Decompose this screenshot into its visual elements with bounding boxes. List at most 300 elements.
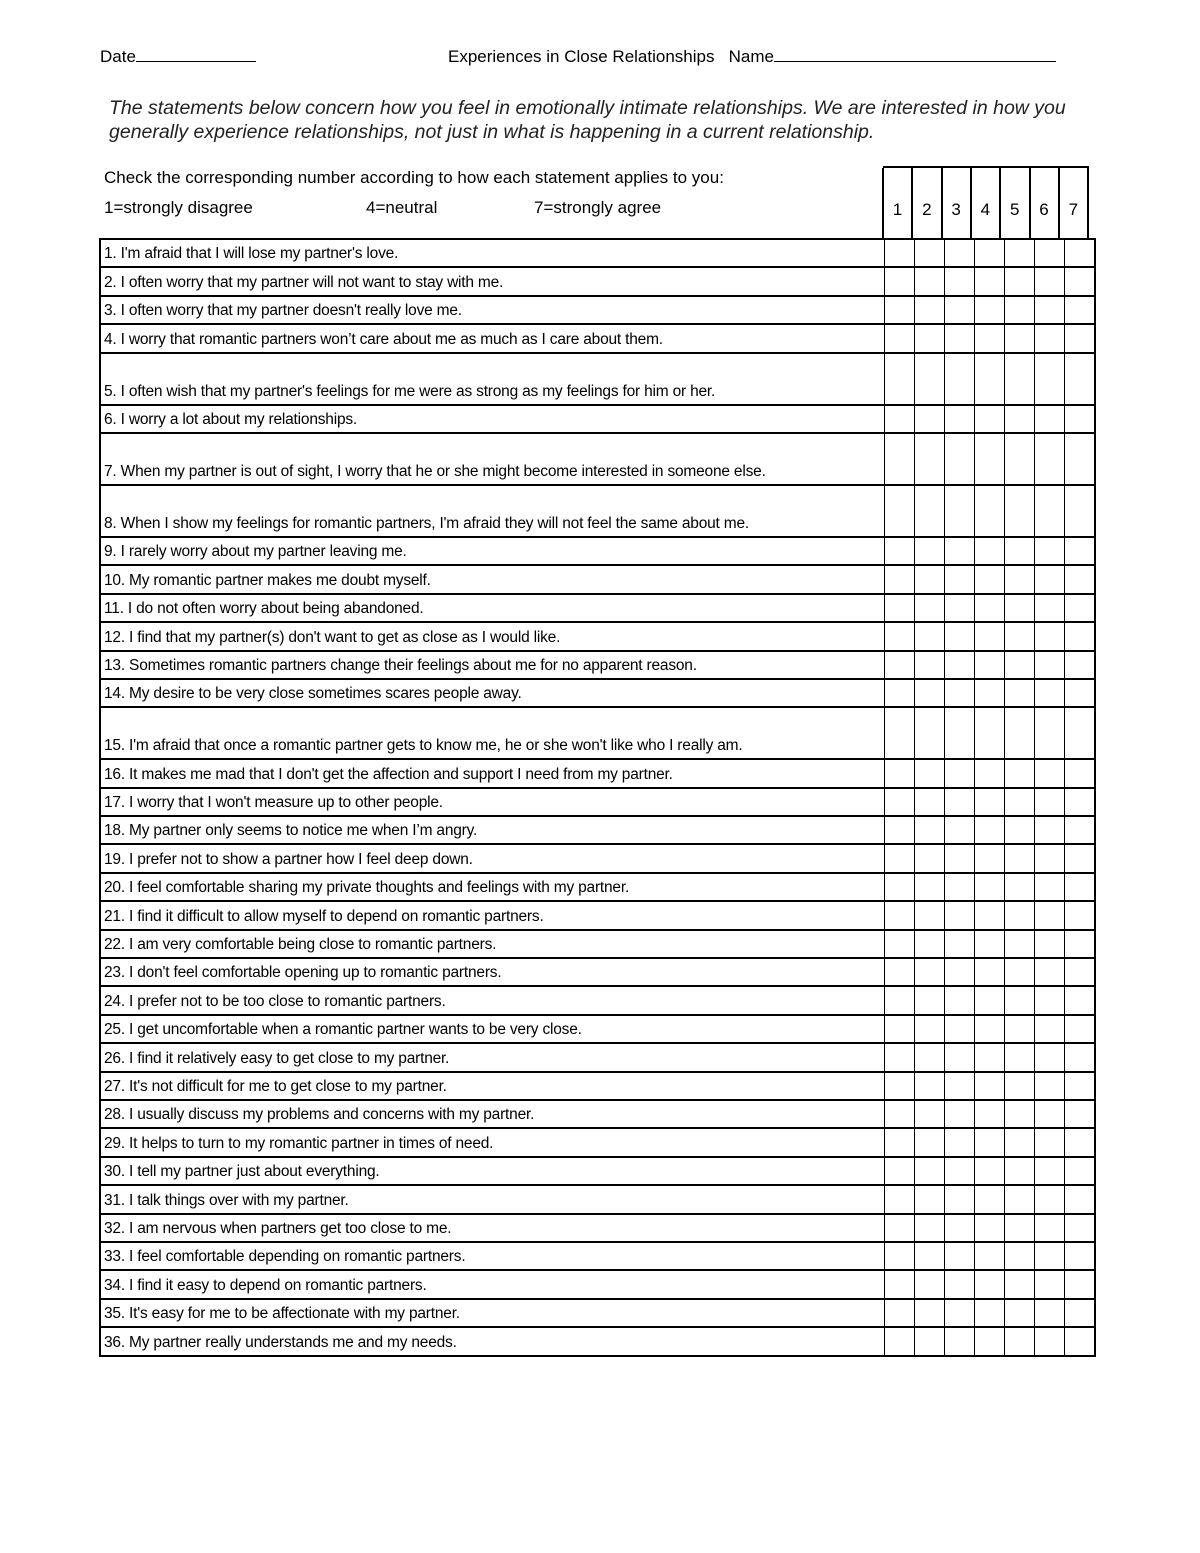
rating-box-6[interactable] <box>1034 788 1064 816</box>
rating-box-1[interactable] <box>884 1128 914 1156</box>
rating-box-6[interactable] <box>1034 1299 1064 1327</box>
rating-box-3[interactable] <box>944 651 974 679</box>
rating-box-7[interactable] <box>1064 1015 1095 1043</box>
rating-box-1[interactable] <box>884 1015 914 1043</box>
table-row <box>100 816 1095 844</box>
rating-box-2[interactable] <box>914 324 944 352</box>
rating-box-4[interactable] <box>974 267 1004 295</box>
table-row <box>100 1015 1095 1043</box>
rating-box-7[interactable] <box>1064 844 1095 872</box>
rating-box-7[interactable] <box>1064 930 1095 958</box>
rating-box-5[interactable] <box>1004 1185 1034 1213</box>
rating-box-5[interactable] <box>1004 1100 1034 1128</box>
rating-box-3[interactable] <box>944 816 974 844</box>
rating-box-2[interactable] <box>914 239 944 267</box>
rating-box-2[interactable] <box>914 986 944 1014</box>
rating-box-2[interactable] <box>914 1100 944 1128</box>
rating-box-2[interactable] <box>914 707 944 759</box>
rating-box-4[interactable] <box>974 930 1004 958</box>
rating-box-5[interactable] <box>1004 1214 1034 1242</box>
rating-box-4[interactable] <box>974 1100 1004 1128</box>
rating-box-4[interactable] <box>974 1157 1004 1185</box>
rating-box-3[interactable] <box>944 433 974 485</box>
table-row <box>100 930 1095 958</box>
table-row <box>100 594 1095 622</box>
rating-box-2[interactable] <box>914 1015 944 1043</box>
rating-box-1[interactable] <box>884 296 914 324</box>
rating-box-7[interactable] <box>1064 1242 1095 1270</box>
rating-box-2[interactable] <box>914 651 944 679</box>
rating-box-1[interactable] <box>884 324 914 352</box>
table-row <box>100 296 1095 324</box>
rating-box-5[interactable] <box>1004 901 1034 929</box>
rating-box-5[interactable] <box>1004 1043 1034 1071</box>
rating-box-2[interactable] <box>914 296 944 324</box>
rating-box-7[interactable] <box>1064 679 1095 707</box>
rating-box-1[interactable] <box>884 679 914 707</box>
rating-box-2[interactable] <box>914 873 944 901</box>
rating-box-4[interactable] <box>974 873 1004 901</box>
rating-box-7[interactable] <box>1064 1157 1095 1185</box>
rating-box-5[interactable] <box>1004 986 1034 1014</box>
rating-box-7[interactable] <box>1064 1128 1095 1156</box>
rating-box-4[interactable] <box>974 759 1004 787</box>
rating-box-7[interactable] <box>1064 565 1095 593</box>
rating-box-2[interactable] <box>914 1072 944 1100</box>
rating-box-7[interactable] <box>1064 707 1095 759</box>
rating-box-2[interactable] <box>914 565 944 593</box>
rating-box-7[interactable] <box>1064 537 1095 565</box>
rating-box-7[interactable] <box>1064 1185 1095 1213</box>
table-row <box>100 1299 1095 1327</box>
rating-box-3[interactable] <box>944 353 974 405</box>
rating-box-1[interactable] <box>884 901 914 929</box>
rating-box-1[interactable] <box>884 1242 914 1270</box>
rating-box-2[interactable] <box>914 1128 944 1156</box>
item-statement: 26. I find it relatively easy to get close to my partner. <box>100 1043 884 1071</box>
table-row <box>100 679 1095 707</box>
rating-box-6[interactable] <box>1034 1015 1064 1043</box>
rating-box-2[interactable] <box>914 759 944 787</box>
table-row <box>100 844 1095 872</box>
rating-box-2[interactable] <box>914 844 944 872</box>
item-statement: 12. I find that my partner(s) don't want to get as close as I would like. <box>100 622 884 650</box>
rating-box-5[interactable] <box>1004 788 1034 816</box>
table-row <box>100 485 1095 537</box>
item-statement: 3. I often worry that my partner doesn't really love me. <box>100 296 884 324</box>
rating-box-1[interactable] <box>884 1100 914 1128</box>
rating-box-1[interactable] <box>884 1299 914 1327</box>
rating-box-6[interactable] <box>1034 1128 1064 1156</box>
rating-box-4[interactable] <box>974 353 1004 405</box>
rating-box-7[interactable] <box>1064 1043 1095 1071</box>
rating-box-7[interactable] <box>1064 1327 1095 1355</box>
rating-box-5[interactable] <box>1004 1242 1034 1270</box>
rating-box-2[interactable] <box>914 901 944 929</box>
rating-box-2[interactable] <box>914 353 944 405</box>
rating-box-3[interactable] <box>944 930 974 958</box>
rating-box-3[interactable] <box>944 844 974 872</box>
rating-box-7[interactable] <box>1064 788 1095 816</box>
rating-box-5[interactable] <box>1004 296 1034 324</box>
rating-box-6[interactable] <box>1034 930 1064 958</box>
rating-box-3[interactable] <box>944 1214 974 1242</box>
rating-box-5[interactable] <box>1004 707 1034 759</box>
rating-box-7[interactable] <box>1064 239 1095 267</box>
table-row <box>100 1043 1095 1071</box>
rating-box-3[interactable] <box>944 1015 974 1043</box>
table-row <box>100 537 1095 565</box>
rating-box-5[interactable] <box>1004 594 1034 622</box>
rating-box-3[interactable] <box>944 958 974 986</box>
rating-box-2[interactable] <box>914 679 944 707</box>
rating-box-1[interactable] <box>884 958 914 986</box>
rating-box-4[interactable] <box>974 679 1004 707</box>
rating-box-4[interactable] <box>974 816 1004 844</box>
rating-box-1[interactable] <box>884 1043 914 1071</box>
rating-box-4[interactable] <box>974 622 1004 650</box>
table-row <box>100 1270 1095 1298</box>
rating-box-6[interactable] <box>1034 267 1064 295</box>
rating-box-3[interactable] <box>944 1128 974 1156</box>
rating-box-2[interactable] <box>914 1214 944 1242</box>
rating-box-2[interactable] <box>914 1327 944 1355</box>
rating-box-1[interactable] <box>884 565 914 593</box>
rating-box-6[interactable] <box>1034 537 1064 565</box>
rating-box-1[interactable] <box>884 353 914 405</box>
rating-box-1[interactable] <box>884 759 914 787</box>
rating-box-4[interactable] <box>974 1043 1004 1071</box>
rating-box-2[interactable] <box>914 405 944 433</box>
rating-box-7[interactable] <box>1064 1214 1095 1242</box>
rating-box-4[interactable] <box>974 1214 1004 1242</box>
rating-box-3[interactable] <box>944 788 974 816</box>
item-statement: 31. I talk things over with my partner. <box>100 1185 884 1213</box>
rating-box-2[interactable] <box>914 594 944 622</box>
table-row <box>100 1157 1095 1185</box>
item-statement: 22. I am very comfortable being close to romantic partners. <box>100 930 884 958</box>
rating-box-6[interactable] <box>1034 1100 1064 1128</box>
rating-box-3[interactable] <box>944 594 974 622</box>
rating-box-5[interactable] <box>1004 353 1034 405</box>
rating-box-6[interactable] <box>1034 759 1064 787</box>
rating-box-6[interactable] <box>1034 622 1064 650</box>
rating-box-6[interactable] <box>1034 844 1064 872</box>
rating-box-1[interactable] <box>884 485 914 537</box>
rating-box-4[interactable] <box>974 594 1004 622</box>
rating-box-6[interactable] <box>1034 901 1064 929</box>
rating-box-5[interactable] <box>1004 1157 1034 1185</box>
rating-box-7[interactable] <box>1064 267 1095 295</box>
rating-box-7[interactable] <box>1064 485 1095 537</box>
rating-box-7[interactable] <box>1064 1100 1095 1128</box>
rating-box-1[interactable] <box>884 816 914 844</box>
rating-box-7[interactable] <box>1064 816 1095 844</box>
rating-box-5[interactable] <box>1004 873 1034 901</box>
table-row <box>100 1185 1095 1213</box>
rating-box-2[interactable] <box>914 958 944 986</box>
item-statement: 28. I usually discuss my problems and concerns with my partner. <box>100 1100 884 1128</box>
table-row <box>100 433 1095 485</box>
rating-box-4[interactable] <box>974 324 1004 352</box>
item-statement: 30. I tell my partner just about everything. <box>100 1157 884 1185</box>
rating-box-5[interactable] <box>1004 651 1034 679</box>
rating-box-2[interactable] <box>914 537 944 565</box>
rating-box-1[interactable] <box>884 433 914 485</box>
date-label: Date <box>100 47 136 66</box>
rating-box-1[interactable] <box>884 1185 914 1213</box>
rating-box-5[interactable] <box>1004 239 1034 267</box>
rating-box-7[interactable] <box>1064 1072 1095 1100</box>
rating-box-5[interactable] <box>1004 1270 1034 1298</box>
rating-box-3[interactable] <box>944 1270 974 1298</box>
column-number-6: 6 <box>1039 200 1049 219</box>
rating-box-6[interactable] <box>1034 1270 1064 1298</box>
rating-box-6[interactable] <box>1034 296 1064 324</box>
rating-box-3[interactable] <box>944 1100 974 1128</box>
name-label: Name <box>728 47 775 66</box>
rating-box-1[interactable] <box>884 651 914 679</box>
rating-box-1[interactable] <box>884 1214 914 1242</box>
rating-box-1[interactable] <box>884 986 914 1014</box>
rating-box-3[interactable] <box>944 537 974 565</box>
rating-box-7[interactable] <box>1064 901 1095 929</box>
rating-box-3[interactable] <box>944 405 974 433</box>
rating-box-7[interactable] <box>1064 1270 1095 1298</box>
rating-box-7[interactable] <box>1064 759 1095 787</box>
rating-box-3[interactable] <box>944 239 974 267</box>
rating-box-3[interactable] <box>944 1242 974 1270</box>
rating-box-4[interactable] <box>974 1128 1004 1156</box>
rating-box-5[interactable] <box>1004 1072 1034 1100</box>
rating-box-3[interactable] <box>944 679 974 707</box>
rating-box-4[interactable] <box>974 901 1004 929</box>
rating-box-2[interactable] <box>914 622 944 650</box>
rating-box-7[interactable] <box>1064 594 1095 622</box>
rating-box-7[interactable] <box>1064 958 1095 986</box>
rating-box-1[interactable] <box>884 788 914 816</box>
rating-box-7[interactable] <box>1064 622 1095 650</box>
rating-box-6[interactable] <box>1034 324 1064 352</box>
rating-box-4[interactable] <box>974 485 1004 537</box>
rating-box-5[interactable] <box>1004 1128 1034 1156</box>
rating-box-4[interactable] <box>974 1299 1004 1327</box>
rating-box-2[interactable] <box>914 1157 944 1185</box>
rating-box-4[interactable] <box>974 239 1004 267</box>
table-row <box>100 1327 1095 1355</box>
rating-box-3[interactable] <box>944 873 974 901</box>
rating-box-3[interactable] <box>944 1072 974 1100</box>
date-input-line[interactable] <box>136 47 256 62</box>
rating-box-6[interactable] <box>1034 986 1064 1014</box>
rating-box-4[interactable] <box>974 844 1004 872</box>
rating-box-5[interactable] <box>1004 816 1034 844</box>
rating-box-6[interactable] <box>1034 405 1064 433</box>
item-statement: 14. My desire to be very close sometimes scares people away. <box>100 679 884 707</box>
item-statement: 15. I'm afraid that once a romantic partner gets to know me, he or she won't like who I really am. <box>100 707 884 759</box>
item-statement: 13. Sometimes romantic partners change their feelings about me for no apparent reason. <box>100 651 884 679</box>
rating-box-1[interactable] <box>884 405 914 433</box>
table-row <box>100 1100 1095 1128</box>
rating-column-header <box>883 166 1089 239</box>
rating-box-7[interactable] <box>1064 873 1095 901</box>
rating-box-4[interactable] <box>974 958 1004 986</box>
rating-box-3[interactable] <box>944 324 974 352</box>
rating-box-3[interactable] <box>944 565 974 593</box>
rating-box-4[interactable] <box>974 565 1004 593</box>
rating-box-6[interactable] <box>1034 707 1064 759</box>
table-row <box>100 788 1095 816</box>
rating-box-4[interactable] <box>974 433 1004 485</box>
rating-box-6[interactable] <box>1034 485 1064 537</box>
rating-box-2[interactable] <box>914 788 944 816</box>
rating-box-6[interactable] <box>1034 1242 1064 1270</box>
rating-box-2[interactable] <box>914 1242 944 1270</box>
rating-box-2[interactable] <box>914 485 944 537</box>
rating-box-6[interactable] <box>1034 1185 1064 1213</box>
rating-box-3[interactable] <box>944 485 974 537</box>
item-statement: 2. I often worry that my partner will not want to stay with me. <box>100 267 884 295</box>
rating-box-5[interactable] <box>1004 433 1034 485</box>
rating-box-6[interactable] <box>1034 873 1064 901</box>
table-row <box>100 239 1095 267</box>
rating-box-1[interactable] <box>884 1157 914 1185</box>
rating-box-3[interactable] <box>944 296 974 324</box>
rating-box-1[interactable] <box>884 1270 914 1298</box>
rating-box-4[interactable] <box>974 1015 1004 1043</box>
rating-box-4[interactable] <box>974 1270 1004 1298</box>
rating-box-2[interactable] <box>914 267 944 295</box>
rating-box-6[interactable] <box>1034 679 1064 707</box>
item-statement: 19. I prefer not to show a partner how I feel deep down. <box>100 844 884 872</box>
table-row <box>100 901 1095 929</box>
rating-box-5[interactable] <box>1004 485 1034 537</box>
rating-box-4[interactable] <box>974 986 1004 1014</box>
rating-box-4[interactable] <box>974 1185 1004 1213</box>
rating-box-1[interactable] <box>884 622 914 650</box>
rating-box-2[interactable] <box>914 1299 944 1327</box>
rating-box-6[interactable] <box>1034 651 1064 679</box>
rating-box-1[interactable] <box>884 594 914 622</box>
rating-box-3[interactable] <box>944 901 974 929</box>
rating-box-6[interactable] <box>1034 594 1064 622</box>
rating-box-4[interactable] <box>974 707 1004 759</box>
item-statement: 5. I often wish that my partner's feelings for me were as strong as my feelings for him or her. <box>100 353 884 405</box>
rating-box-2[interactable] <box>914 930 944 958</box>
rating-box-4[interactable] <box>974 1242 1004 1270</box>
rating-box-6[interactable] <box>1034 958 1064 986</box>
rating-box-7[interactable] <box>1064 353 1095 405</box>
rating-box-4[interactable] <box>974 651 1004 679</box>
rating-box-7[interactable] <box>1064 324 1095 352</box>
rating-box-7[interactable] <box>1064 433 1095 485</box>
rating-box-6[interactable] <box>1034 433 1064 485</box>
name-input-line[interactable] <box>774 47 1056 62</box>
rating-box-5[interactable] <box>1004 324 1034 352</box>
rating-box-2[interactable] <box>914 1043 944 1071</box>
rating-box-1[interactable] <box>884 707 914 759</box>
rating-box-3[interactable] <box>944 1299 974 1327</box>
rating-box-2[interactable] <box>914 816 944 844</box>
rating-box-1[interactable] <box>884 537 914 565</box>
rating-box-1[interactable] <box>884 239 914 267</box>
rating-box-6[interactable] <box>1034 565 1064 593</box>
rating-box-3[interactable] <box>944 707 974 759</box>
rating-box-6[interactable] <box>1034 1072 1064 1100</box>
rating-box-1[interactable] <box>884 873 914 901</box>
rating-box-5[interactable] <box>1004 930 1034 958</box>
rating-box-2[interactable] <box>914 1270 944 1298</box>
rating-box-7[interactable] <box>1064 405 1095 433</box>
item-statement: 20. I feel comfortable sharing my private thoughts and feelings with my partner. <box>100 873 884 901</box>
rating-box-5[interactable] <box>1004 622 1034 650</box>
rating-box-5[interactable] <box>1004 759 1034 787</box>
rating-box-3[interactable] <box>944 759 974 787</box>
item-statement: 24. I prefer not to be too close to romantic partners. <box>100 986 884 1014</box>
rating-box-6[interactable] <box>1034 1214 1064 1242</box>
item-statement: 35. It's easy for me to be affectionate with my partner. <box>100 1299 884 1327</box>
rating-box-6[interactable] <box>1034 239 1064 267</box>
rating-box-5[interactable] <box>1004 1299 1034 1327</box>
rating-box-7[interactable] <box>1064 296 1095 324</box>
rating-box-1[interactable] <box>884 267 914 295</box>
rating-box-3[interactable] <box>944 622 974 650</box>
rating-box-2[interactable] <box>914 433 944 485</box>
rating-box-4[interactable] <box>974 1327 1004 1355</box>
table-row <box>100 353 1095 405</box>
rating-box-4[interactable] <box>974 405 1004 433</box>
rating-box-4[interactable] <box>974 788 1004 816</box>
rating-box-2[interactable] <box>914 1185 944 1213</box>
table-row <box>100 267 1095 295</box>
rating-box-5[interactable] <box>1004 958 1034 986</box>
rating-box-6[interactable] <box>1034 816 1064 844</box>
rating-box-7[interactable] <box>1064 651 1095 679</box>
item-statement: 27. It's not difficult for me to get close to my partner. <box>100 1072 884 1100</box>
rating-box-1[interactable] <box>884 930 914 958</box>
date-field[interactable] <box>100 47 256 67</box>
rating-box-5[interactable] <box>1004 565 1034 593</box>
rating-box-5[interactable] <box>1004 1327 1034 1355</box>
rating-box-3[interactable] <box>944 267 974 295</box>
rating-box-3[interactable] <box>944 986 974 1014</box>
rating-box-1[interactable] <box>884 1072 914 1100</box>
rating-box-4[interactable] <box>974 1072 1004 1100</box>
rating-box-6[interactable] <box>1034 353 1064 405</box>
rating-box-1[interactable] <box>884 1327 914 1355</box>
rating-box-7[interactable] <box>1064 986 1095 1014</box>
rating-box-5[interactable] <box>1004 679 1034 707</box>
rating-box-5[interactable] <box>1004 267 1034 295</box>
rating-box-7[interactable] <box>1064 1299 1095 1327</box>
rating-box-3[interactable] <box>944 1327 974 1355</box>
table-row <box>100 1214 1095 1242</box>
rating-box-3[interactable] <box>944 1043 974 1071</box>
rating-box-3[interactable] <box>944 1157 974 1185</box>
rating-box-5[interactable] <box>1004 844 1034 872</box>
rating-box-4[interactable] <box>974 537 1004 565</box>
rating-box-6[interactable] <box>1034 1043 1064 1071</box>
rating-box-6[interactable] <box>1034 1157 1064 1185</box>
rating-box-5[interactable] <box>1004 1015 1034 1043</box>
rating-box-4[interactable] <box>974 296 1004 324</box>
item-statement: 6. I worry a lot about my relationships. <box>100 405 884 433</box>
rating-box-5[interactable] <box>1004 405 1034 433</box>
rating-box-3[interactable] <box>944 1185 974 1213</box>
rating-box-6[interactable] <box>1034 1327 1064 1355</box>
rating-box-1[interactable] <box>884 844 914 872</box>
rating-box-5[interactable] <box>1004 537 1034 565</box>
